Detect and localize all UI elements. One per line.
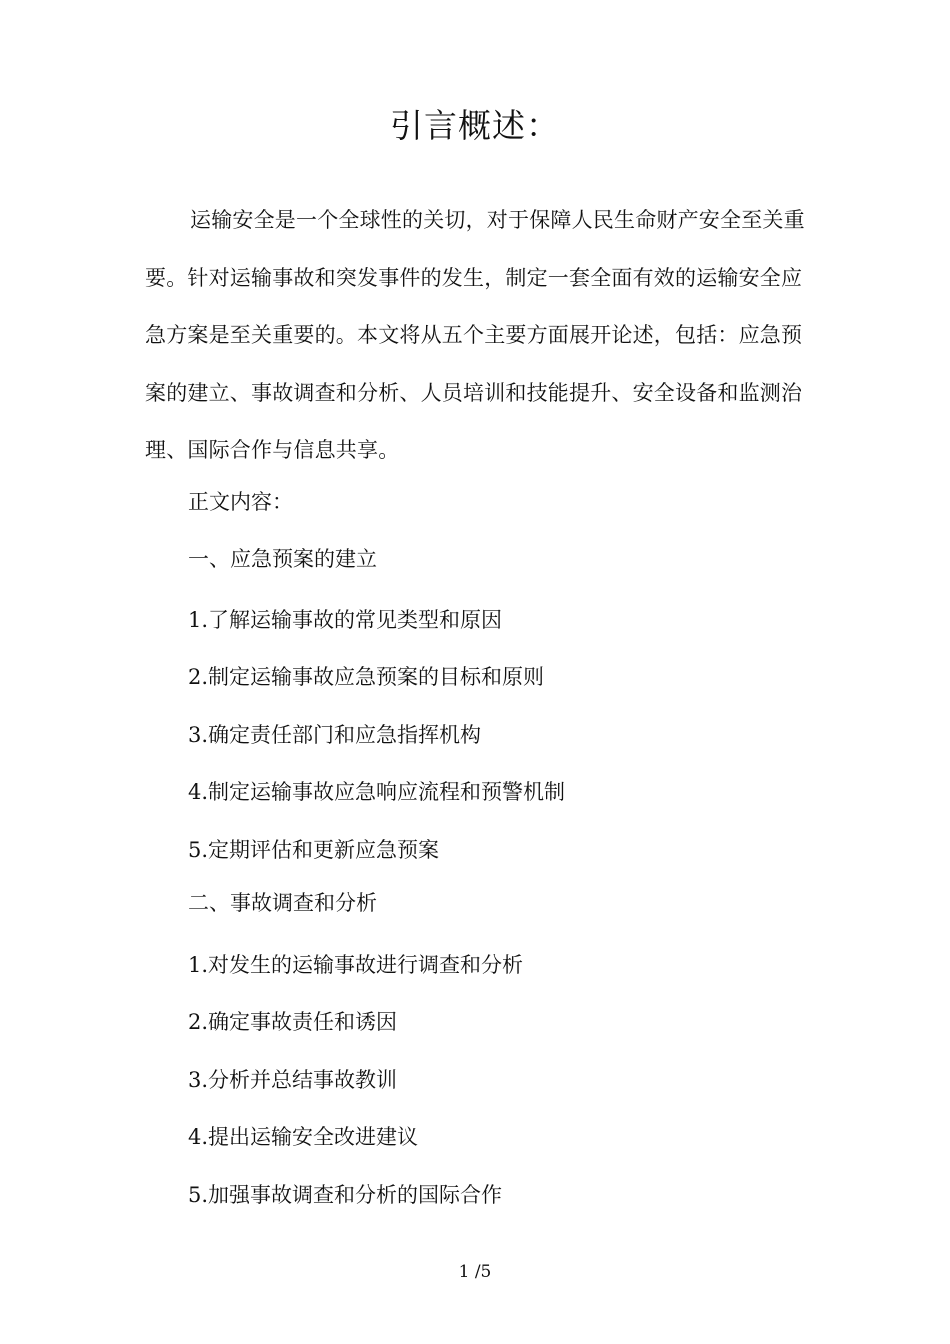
list-item: 5.加强事故调查和分析的国际合作 bbox=[188, 1183, 503, 1207]
list-item: 2.制定运输事故应急预案的目标和原则 bbox=[188, 665, 545, 689]
page-number: 1 /5 bbox=[458, 1262, 492, 1282]
list-item: 4.提出运输安全改进建议 bbox=[188, 1125, 419, 1149]
intro-paragraph: 运输安全是一个全球性的关切，对于保障人民生命财产安全至关重要。针对运输事故和突发事件的发生，制定一套全面有效的运输安全应急方案是至关重要的。本文将从五个主要方面展开论述，包括：应急预案的建立、事故调查和分析、人员培训和技能提升、安全设备和监测治理、国际合作与信息共享。 bbox=[145, 208, 805, 462]
list-item: 3.分析并总结事故教训 bbox=[188, 1068, 398, 1092]
list-item: 4.制定运输事故应急响应流程和预警机制 bbox=[188, 780, 566, 804]
list-item: 1.对发生的运输事故进行调查和分析 bbox=[188, 953, 524, 977]
body-heading: 正文内容： bbox=[188, 490, 293, 514]
list-item: 5.定期评估和更新应急预案 bbox=[188, 838, 440, 862]
list-item: 3.确定责任部门和应急指挥机构 bbox=[188, 723, 482, 747]
section-heading-2: 二、事故调查和分析 bbox=[188, 891, 377, 915]
list-item: 2.确定事故责任和诱因 bbox=[188, 1010, 398, 1034]
list-item: 1.了解运输事故的常见类型和原因 bbox=[188, 608, 503, 632]
document-title: 引言概述： bbox=[390, 106, 560, 145]
section-heading-1: 一、应急预案的建立 bbox=[188, 547, 377, 571]
